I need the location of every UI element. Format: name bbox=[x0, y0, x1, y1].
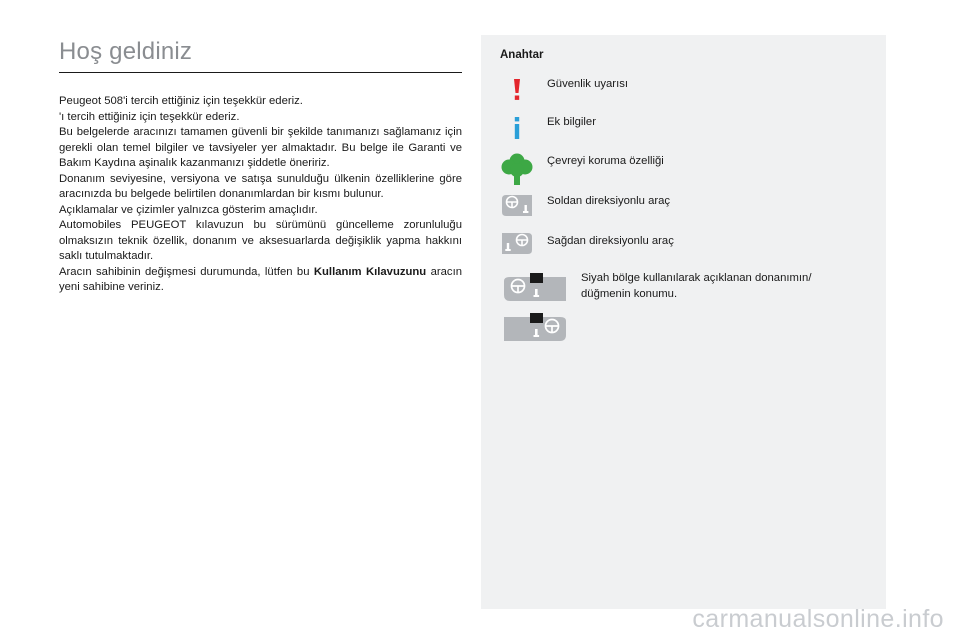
title-divider bbox=[59, 72, 462, 73]
intro-paragraph: Bu belgelerde aracınızı tamamen güvenli bir şekilde tanımanızı sağlamanız için gerekli olan temel bilgiler ve tavsiyeler yer almaktadır. Bu belge ile Garanti ve Bakım Kaydına aşinalık kazanmanızı şiddetle öneririz. bbox=[59, 126, 462, 169]
right-hand-drive-icon bbox=[501, 230, 533, 258]
intro-paragraph: 'ı tercih ettiğiniz için teşekkür ederiz. bbox=[59, 110, 240, 123]
warning-icon bbox=[510, 77, 524, 103]
owner-change-text: aracın yeni sahibine veriniz. bbox=[59, 265, 462, 293]
welcome-section bbox=[59, 36, 462, 296]
key-item-label: Çevreyi koruma özelliği bbox=[547, 155, 664, 167]
key-item-label: Soldan direksiyonlu araç bbox=[547, 195, 671, 207]
owner-change-text: Aracın sahibinin değişmesi durumunda, lütfen bu bbox=[59, 265, 314, 278]
intro-text bbox=[59, 94, 462, 296]
eco-tree-icon bbox=[500, 152, 534, 186]
owner-change-paragraph bbox=[59, 265, 462, 296]
update-paragraph: Automobiles PEUGEOT kılavuzun bu sürümünü güncelleme zorunluluğu olmaksızın teknik özellik, donanım ve aksesuarlarda değişiklik yapma hakkını saklı tutulmaktadır. bbox=[59, 219, 462, 262]
info-icon bbox=[510, 115, 524, 141]
watermark: carmanualsonline.info bbox=[692, 605, 944, 633]
page-title: Hoş geldiniz bbox=[59, 38, 193, 65]
intro-paragraph: Donanım seviyesine, versiyona ve satışa sunulduğu ülkenin özelliklerine göre aracınızda bu belgede belirtilen donanımlardan bir kısmı bulunur. bbox=[59, 172, 462, 200]
key-item-label: Sağdan direksiyonlu araç bbox=[547, 235, 674, 247]
intro-paragraph: Peugeot 508'i tercih ettiğiniz için teşekkür ederiz. bbox=[59, 95, 303, 107]
key-item-label: Siyah bölge kullanılarak açıklanan donanımın/ düğmenin konumu. bbox=[581, 272, 812, 300]
intro-paragraph: Açıklamalar ve çizimler yalnızca gösterim amaçlıdır. bbox=[59, 203, 318, 216]
key-panel bbox=[481, 35, 886, 609]
key-item-label: Ek bilgiler bbox=[547, 116, 596, 128]
left-hand-drive-icon bbox=[501, 192, 533, 220]
control-location-icon bbox=[502, 311, 568, 345]
key-title: Anahtar bbox=[500, 49, 544, 61]
manual-name: Kullanım Kılavuzunu bbox=[313, 265, 427, 278]
key-item-label: Güvenlik uyarısı bbox=[547, 78, 628, 90]
control-location-icon bbox=[502, 271, 568, 305]
